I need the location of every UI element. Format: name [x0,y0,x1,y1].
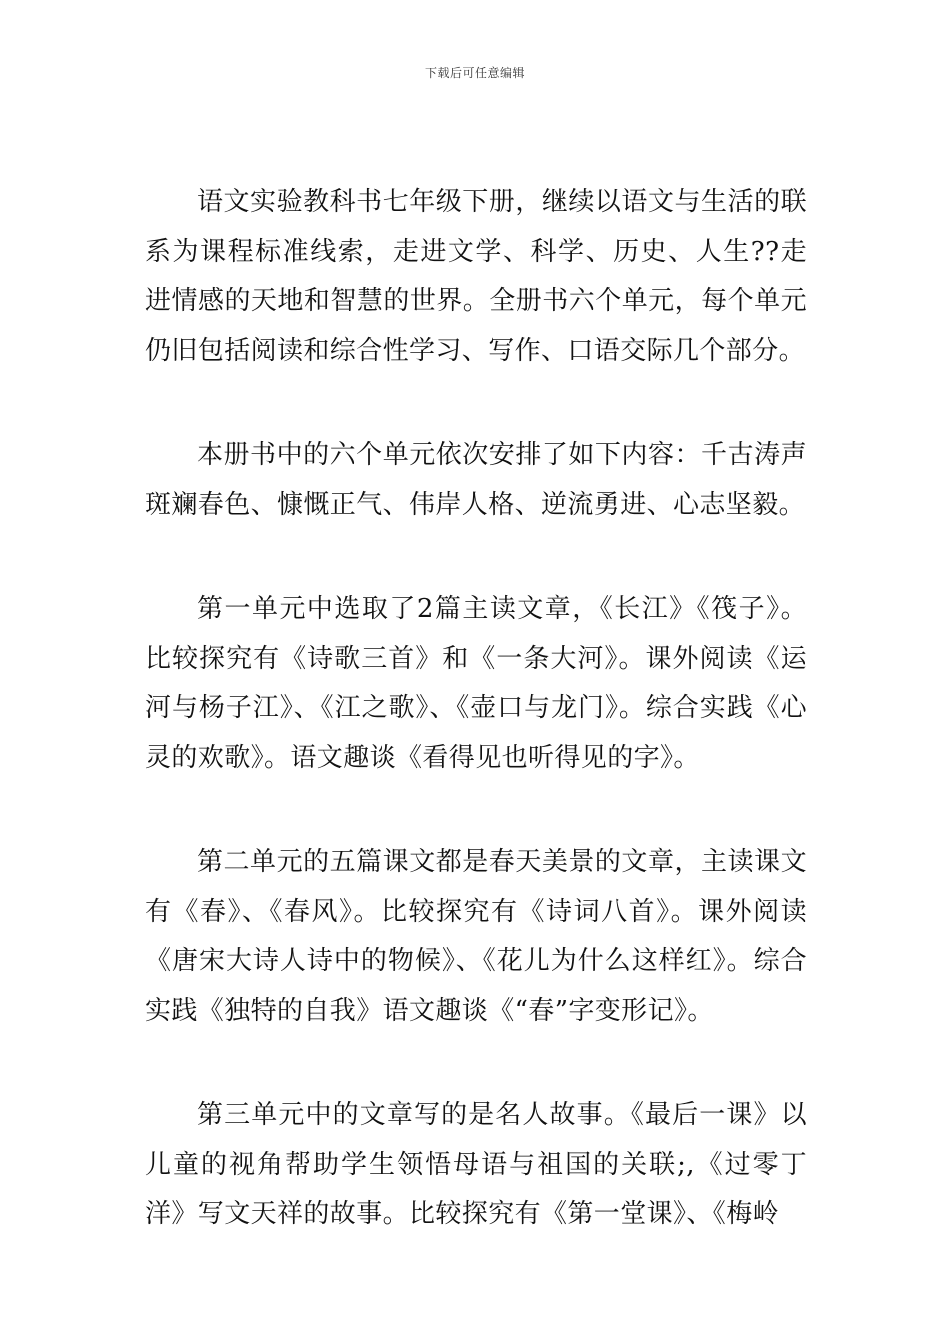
paragraph-unit-two: 第二单元的五篇课文都是春天美景的文章，主读课文有《春》、《春风》。比较探究有《诗词八首》。课外阅读《唐宋大诗人诗中的物候》、《花儿为什么这样红》。综合实践《独特的自我》语文趣谈《“春”字变形记》。 [145,847,807,1026]
page-header: 下载后可任意编辑 [424,66,525,80]
paragraph-units-overview: 本册书中的六个单元依次安排了如下内容：千古涛声斑斓春色、慷慨正气、伟岸人格、逆流勇进、心志坚毅。 [145,440,807,520]
paragraph-unit-one: 第一单元中选取了2篇主读文章，《长江》《筏子》。比较探究有《诗歌三首》和《一条大河》。课外阅读《运河与杨子江》、《江之歌》、《壶口与龙门》。综合实践《心灵的欢歌》。语文趣谈《看得见也听得见的字》。 [145,594,807,773]
paragraph-intro: 语文实验教科书七年级下册，继续以语文与生活的联系为课程标准线索，走进文学、科学、历史、人生??走进情感的天地和智慧的世界。全册书六个单元，每个单元仍旧包括阅读和综合性学习、写作、口语交际几个部分。 [145,187,807,366]
paragraph-unit-three: 第三单元中的文章写的是名人故事。《最后一课》以儿童的视角帮助学生领悟母语与祖国的关联;,《过零丁洋》写文天祥的故事。比较探究有《第一堂课》、《梅岭 [145,1100,807,1229]
document-body [145,178,807,1295]
